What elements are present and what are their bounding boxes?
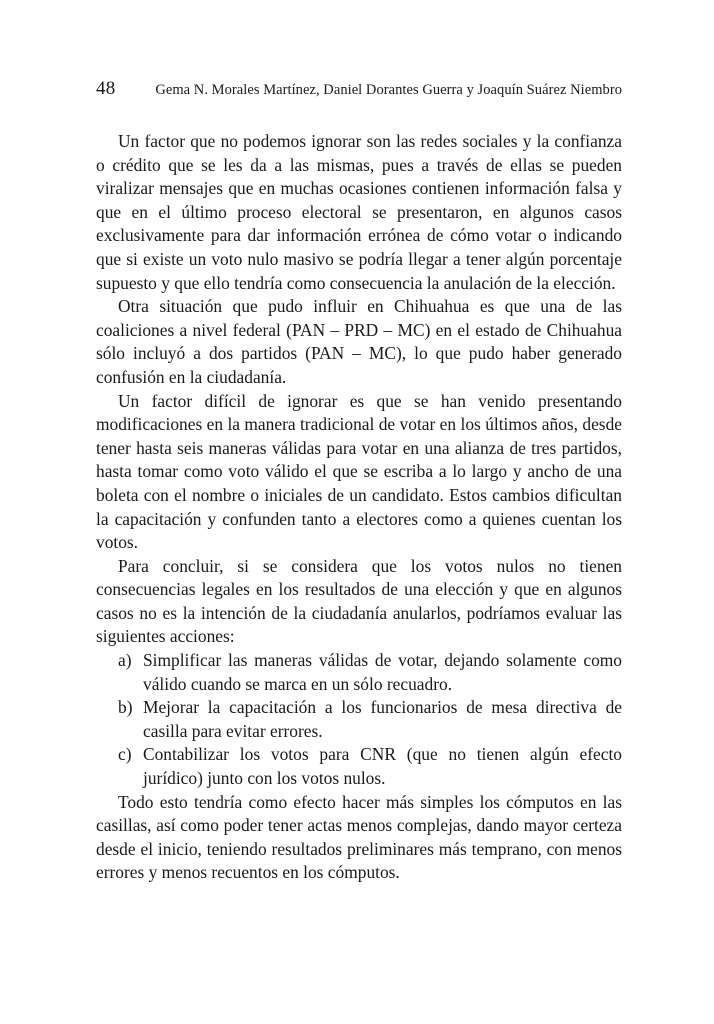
list-item-text: Mejorar la capacitación a los funcionarios de mesa directiva de casilla para evitar errores.	[143, 697, 622, 741]
list-item	[96, 696, 622, 743]
paragraph-coalitions: Otra situación que pudo influir en Chihuahua es que una de las coaliciones a nivel federal (PAN – PRD – MC) en el estado de Chihuahua sólo incluyó a dos partidos (PAN – MC), lo que pudo haber generado confusión en la ciudadanía.	[96, 296, 622, 387]
header-authors: Gema N. Morales Martínez, Daniel Dorantes Guerra y Joaquín Suárez Niembro	[155, 82, 622, 98]
body-text	[96, 130, 622, 885]
list-marker: c)	[118, 744, 132, 765]
list-item	[96, 649, 622, 696]
paragraph-voting-changes: Un factor difícil de ignorar es que se han venido presentando modificaciones en la manera tradicional de votar en los últimos años, desde tener hasta seis maneras válidas para votar en una alianza de tres partidos, hasta tomar como voto válido el que se escriba a lo largo y ancho de una boleta con el nombre o iniciales de un candidato. Estos cambios dificultan la capacitación y confunden tanto a electores como a quienes cuentan los votos.	[96, 390, 622, 553]
list-marker: a)	[118, 650, 132, 671]
list-item-text: Simplificar las maneras válidas de votar, dejando solamente como válido cuando se marca en un sólo recuadro.	[143, 650, 622, 694]
list-marker: b)	[118, 697, 133, 718]
page-number: 48	[96, 78, 116, 99]
paragraph-conclusion: Para concluir, si se considera que los votos nulos no tienen consecuencias legales en los resultados de una elección y que en algunos casos no es la intención de la ciudadanía anularlos, podríamos evaluar las siguientes acciones:	[96, 555, 622, 647]
paragraph-closing: Todo esto tendría como efecto hacer más simples los cómputos en las casillas, así como poder tener actas menos complejas, dando mayor certeza desde el inicio, teniendo resultados preliminares más temprano, con menos errores y menos recuentos en los cómputos.	[96, 791, 622, 883]
list-item	[96, 743, 622, 790]
running-header	[96, 78, 622, 108]
paragraph-social-networks: Un factor que no podemos ignorar son las redes sociales y la confianza o crédito que se les da a las mismas, pues a través de ellas se pueden viralizar mensajes que en muchas ocasiones contienen información falsa y que en el último proceso electoral se presentaron, en algunos casos exclusivamente para dar información errónea de cómo votar o indicando que si existe un voto nulo masivo se podría llegar a tener algún porcentaje supuesto y que ello tendría como consecuencia la anulación de la elección.	[96, 131, 622, 293]
actions-list	[96, 649, 622, 791]
list-item-text: Contabilizar los votos para CNR (que no tienen algún efecto jurídico) junto con los votos nulos.	[143, 744, 622, 789]
book-page	[96, 78, 622, 885]
